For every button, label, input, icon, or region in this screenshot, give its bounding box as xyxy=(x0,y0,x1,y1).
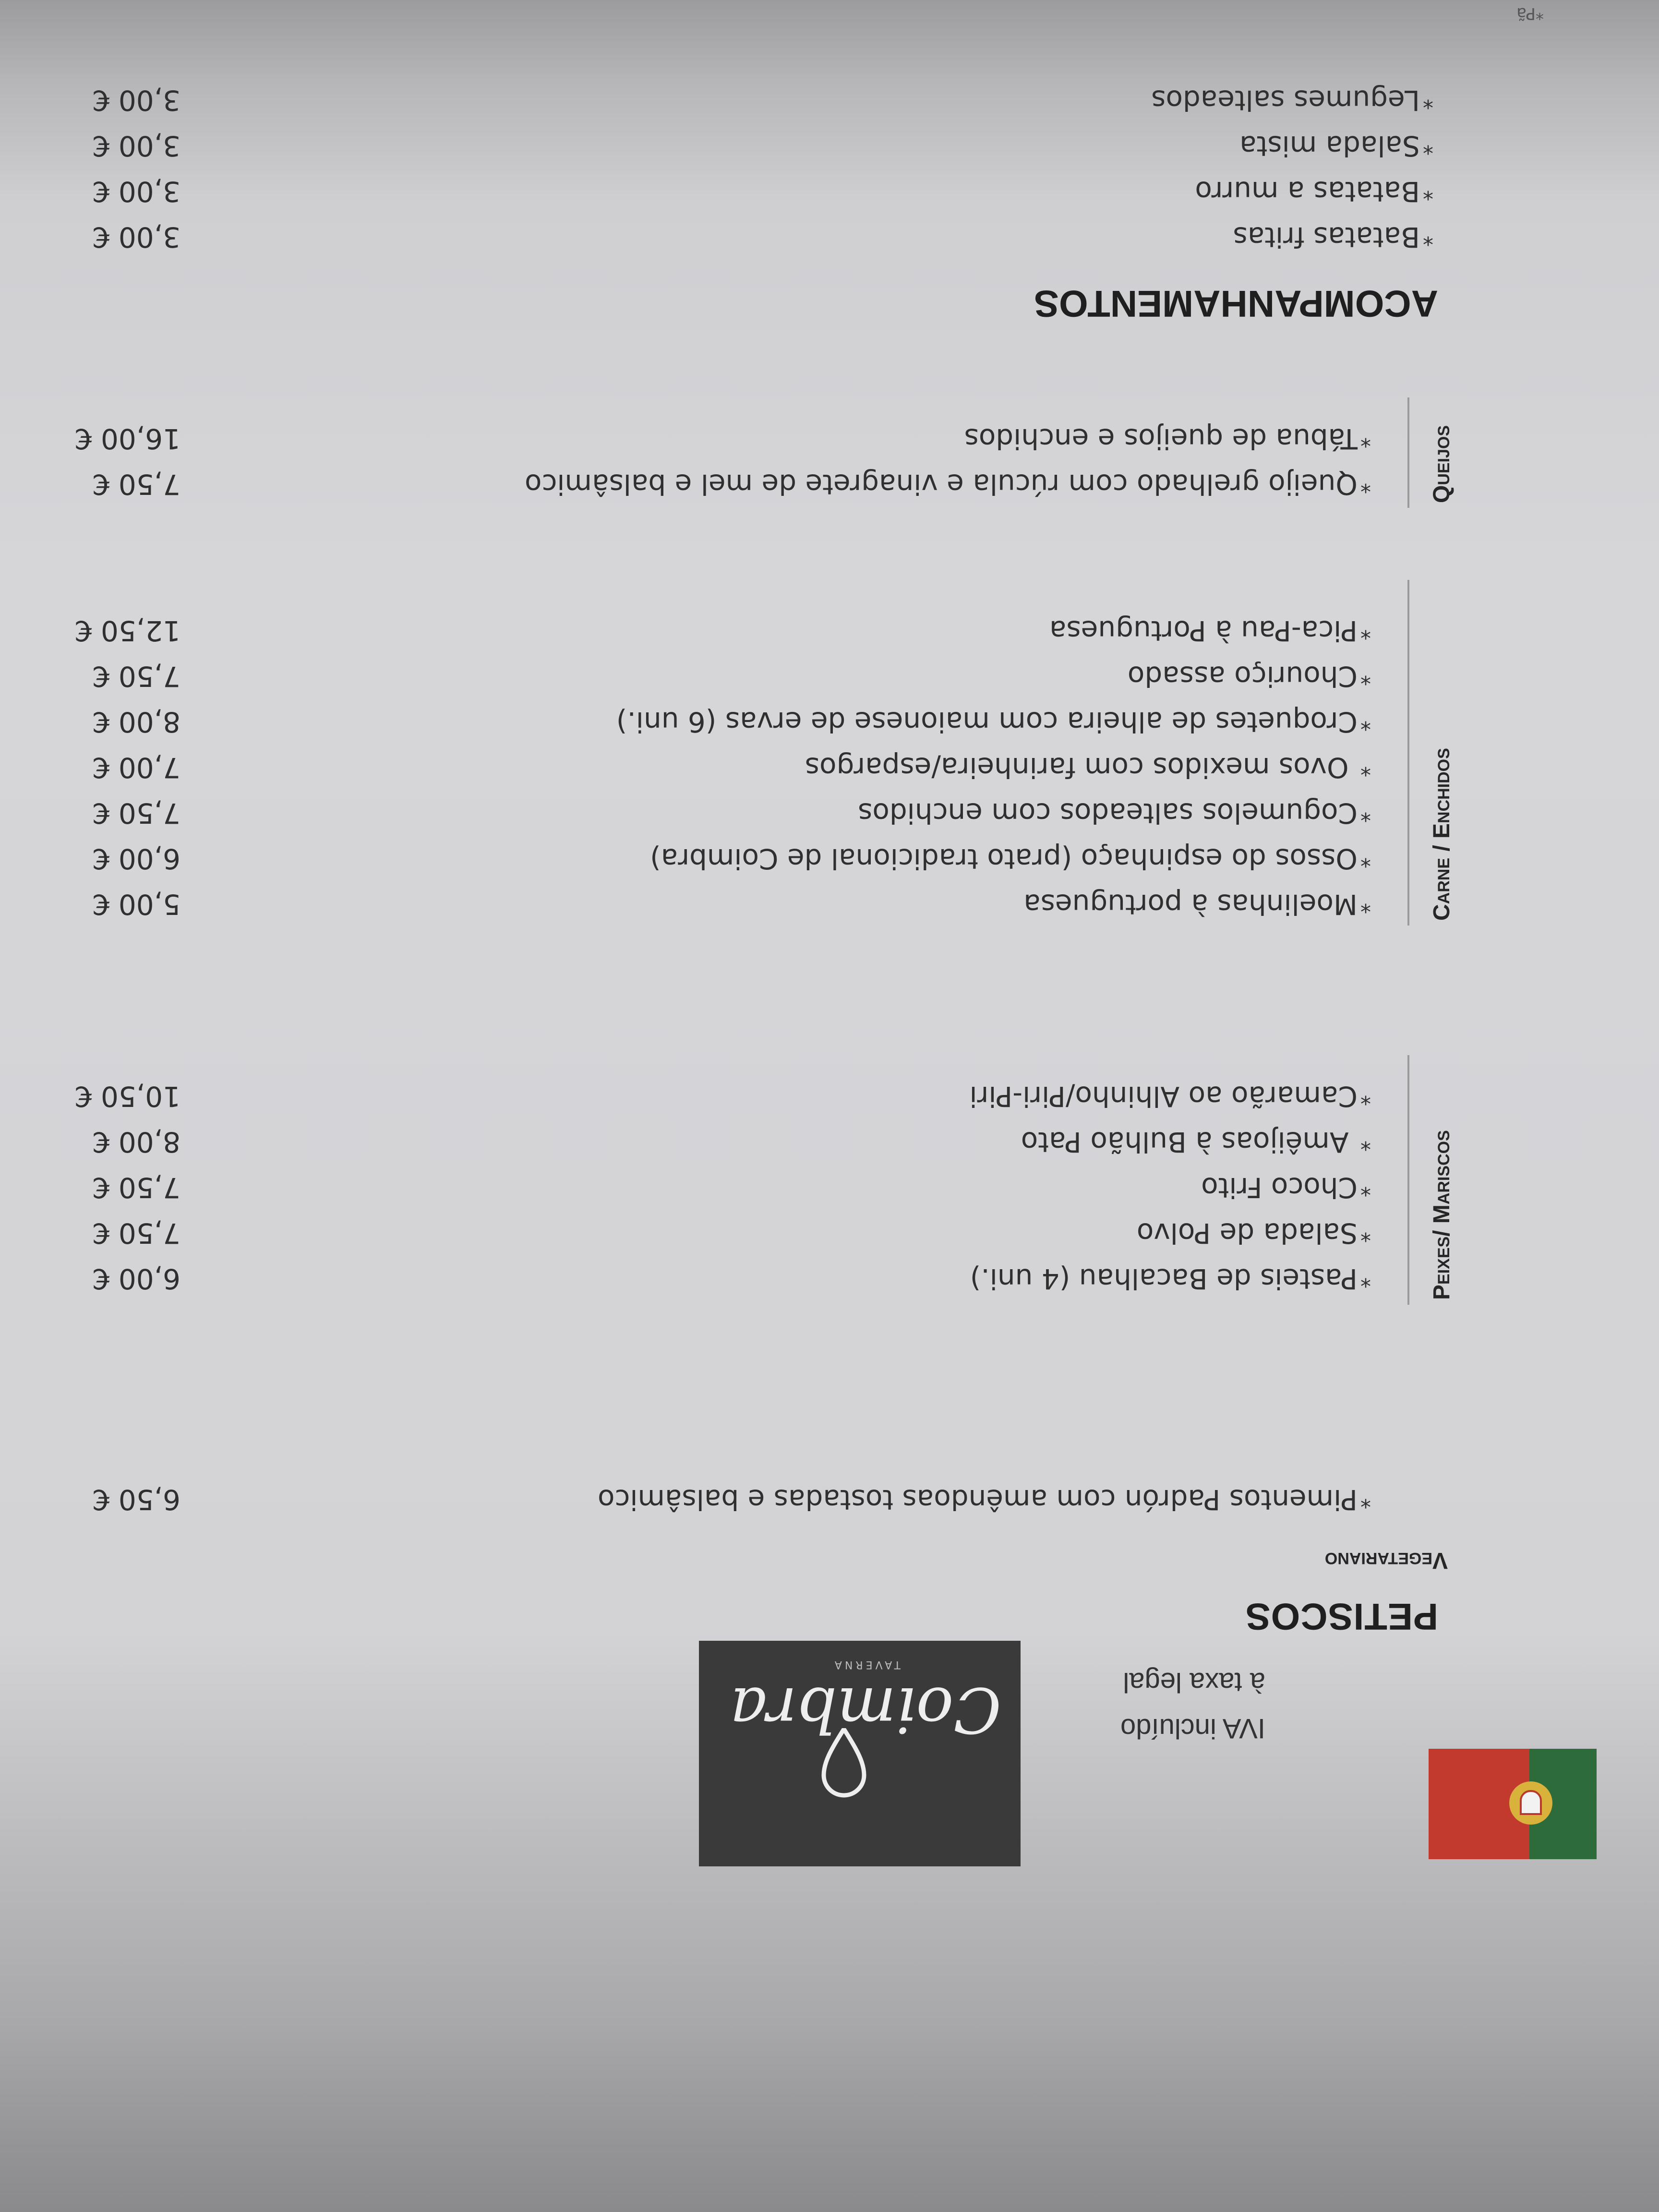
item-price: 6,00 € xyxy=(92,842,180,875)
menu-item: *Batatas a murro xyxy=(1195,175,1433,208)
menu-item: *Pasteis de Bacalhau (4 uni.) xyxy=(970,1262,1371,1295)
page-title: PETISCOS xyxy=(1245,1596,1438,1638)
portugal-flag-icon xyxy=(1429,1749,1597,1859)
item-price: 12,50 € xyxy=(74,614,180,647)
section-acompanhamentos: ACOMPANHAMENTOS xyxy=(1034,283,1438,325)
item-name: Salada de Polvo xyxy=(1136,1217,1358,1250)
flag-emblem xyxy=(1509,1781,1552,1825)
item-name: Legumes salteados xyxy=(1151,84,1420,117)
bullet-star: * xyxy=(1360,1488,1371,1512)
item-name: Salada mista xyxy=(1239,130,1420,162)
category-carne-enchidos: Carne / Enchidos xyxy=(1429,748,1455,921)
menu-item: *Pica-Pau à Portuguesa xyxy=(1049,614,1371,647)
item-price: 7,50 € xyxy=(92,797,180,830)
menu-item: *Salada mista xyxy=(1239,130,1433,162)
iva-line-1: IVA incluído xyxy=(1120,1713,1265,1744)
menu-item: * Ovos mexidos com farinheira/espargos xyxy=(805,751,1371,784)
menu-item: *Chouriço assado xyxy=(1127,660,1371,693)
item-name: Choco Frito xyxy=(1201,1171,1358,1204)
item-name: Batatas a murro xyxy=(1195,175,1420,208)
category-queijos: Queijos xyxy=(1429,425,1455,503)
item-price: 8,00 € xyxy=(92,706,180,738)
logo-script-text: Coimbra xyxy=(730,1673,1001,1746)
menu-item: *Croquetes de alheira com maionese de ervas (6 uni.) xyxy=(616,706,1371,738)
category-vegetariano: Vegetariano xyxy=(1324,1548,1448,1573)
menu-item: *Tábua de queijos e enchidos xyxy=(964,422,1371,455)
item-price: 10,50 € xyxy=(74,1080,180,1113)
item-price: 6,50 € xyxy=(92,1483,180,1516)
item-name: Moelinhas à portuguesa xyxy=(1023,888,1358,921)
item-price: 6,00 € xyxy=(92,1262,180,1295)
menu-item: *Batatas fritas xyxy=(1233,221,1433,253)
item-name: Tábua de queijos e enchidos xyxy=(964,422,1358,455)
logo-subtitle: TAVERNA xyxy=(831,1659,901,1671)
item-name: Amêijoas à Bulhão Pato xyxy=(1021,1126,1358,1158)
category-peixes-mariscos: Peixes/ Mariscos xyxy=(1429,1130,1455,1300)
item-price: 3,00 € xyxy=(92,84,180,117)
iva-line-2: à taxa legal xyxy=(1123,1667,1265,1698)
item-name: Camarão ao Alhinho/Piri-Piri xyxy=(969,1080,1358,1113)
item-name: Queijo grelhado com rúcula e vinagrete de mel e balsâmico xyxy=(525,468,1358,501)
menu-item: *Choco Frito xyxy=(1201,1171,1371,1204)
item-name: Pasteis de Bacalhau (4 uni.) xyxy=(970,1262,1358,1295)
restaurant-logo xyxy=(699,1641,1021,1866)
category-rule xyxy=(1407,397,1409,508)
category-rule xyxy=(1407,1055,1409,1305)
item-price: 7,50 € xyxy=(92,1171,180,1204)
item-price: 3,00 € xyxy=(92,130,180,162)
item-price: 7,50 € xyxy=(92,660,180,693)
item-name: Ovos mexidos com farinheira/espargos xyxy=(805,751,1358,784)
cut-off-note: *Pã xyxy=(1516,4,1544,23)
item-price: 8,00 € xyxy=(92,1126,180,1158)
item-price: 5,00 € xyxy=(92,888,180,921)
menu-item: *Camarão ao Alhinho/Piri-Piri xyxy=(969,1080,1371,1113)
item-price: 7,00 € xyxy=(92,751,180,784)
menu-item: * Amêijoas à Bulhão Pato xyxy=(1021,1126,1371,1158)
menu-item: *Ossos do espinhaço (prato tradicional de Coimbra) xyxy=(650,842,1371,875)
menu-item: *Moelinhas à portuguesa xyxy=(1023,888,1371,921)
menu-item xyxy=(598,1483,1371,1516)
item-name: Ossos do espinhaço (prato tradicional de Coimbra) xyxy=(650,842,1358,875)
item-name: Cogumelos salteados com enchidos xyxy=(858,797,1358,830)
menu-item: *Legumes salteados xyxy=(1151,84,1433,117)
menu-item: *Salada de Polvo xyxy=(1136,1217,1371,1250)
item-price: 7,50 € xyxy=(92,1217,180,1250)
iva-note xyxy=(1120,1659,1265,1751)
menu-item: *Cogumelos salteados com enchidos xyxy=(858,797,1371,830)
item-name: Pica-Pau à Portuguesa xyxy=(1049,614,1358,647)
item-name: Pimentos Padrón com amêndoas tostadas e balsâmico xyxy=(598,1483,1358,1516)
item-name: Chouriço assado xyxy=(1127,660,1358,693)
item-price: 3,00 € xyxy=(92,175,180,208)
menu-item: *Queijo grelhado com rúcula e vinagrete de mel e balsâmico xyxy=(525,468,1371,501)
item-price: 16,00 € xyxy=(74,422,180,455)
flag-shield xyxy=(1520,1790,1542,1815)
item-name: Batatas fritas xyxy=(1233,221,1420,253)
category-rule xyxy=(1407,580,1409,926)
item-price: 7,50 € xyxy=(92,468,180,501)
item-name: Croquetes de alheira com maionese de ervas (6 uni.) xyxy=(616,706,1358,738)
item-price: 3,00 € xyxy=(92,221,180,253)
